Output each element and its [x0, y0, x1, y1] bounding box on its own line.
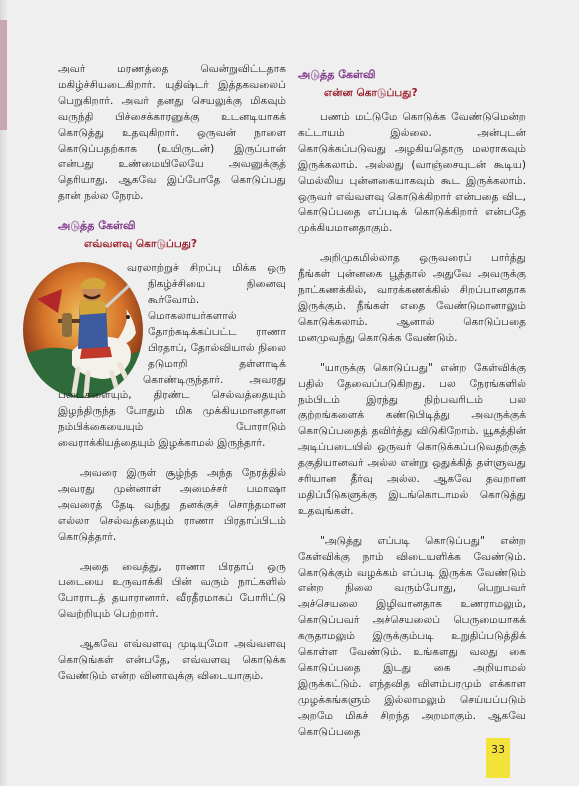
- right-paragraph-4: "அடுத்து எப்படி கொடுப்பது" என்ற கேள்விக்கு நாம் விடையளிக்க வேண்டும். கொடுக்கும் வழக்கம் எப்படி இருக்க வேண்டும் என்ற நிலை வரும்போது, பெறுபவர் அச்செயலை இழிவானதாக உணராமலும், கொடுப்பவர் அச்செயலைப் பெருமையாகக் கருதாமலும் இருக்கும்படி உறுதிப்படுத்திக் கொள்ள வேண்டும். உங்களது வலது கை கொடுப்பதை இடது கை அறியாமல் இருக்கட்டும். எந்தவித விளம்பரமும் எக்காள முழக்கங்களும் இல்லாமலும் செய்யப்படும் அறமே மிகச் சிறந்த அறமாகும். ஆகவே கொடுப்பதை: [298, 534, 526, 738]
- section-heading-what: அடுத்த கேள்வி: [298, 68, 376, 81]
- section-question-what: என்ன கொடுப்பது?: [324, 87, 418, 99]
- right-column: [298, 62, 526, 755]
- left-paragraph-4: அதை வைத்து, ராணா பிரதாப் ஒரு படையை உருவாக்கி பின் வரும் நாட்களில் போராடத் தயாரானார். வீரதீரமாகப் போரிட்டு வெற்றியும் பெற்றார்.: [58, 560, 286, 621]
- left-column: [58, 62, 286, 699]
- illustrated-paragraph: [58, 261, 286, 452]
- right-paragraph-2: அறிமுகமில்லாத ஒருவரைப் பார்த்து நீங்கள் புன்னகை பூத்தால் அதுவே அவருக்கு நாட்கணக்கில், வாரக்கணக்கில் சிறப்பானதாக இருக்கும். நீங்கள் எதை வேண்டுமானாலும் கொடுக்கலாம். ஆனால் கொடுப்பதை மனமுவந்து கொடுக்க வேண்டும்.: [298, 252, 526, 344]
- left-paragraph-3: அவரை இருள் சூழ்ந்த அந்த நேரத்தில் அவரது முன்னாள் அமைச்சர் பமாஷா அவரைத் தேடி வந்து தனக்குச் சொந்தமான எல்லா செல்வத்தையும் ராணா பிரதாப்பிடம் கொடுத்தார்.: [58, 467, 286, 543]
- right-paragraph-1: பணம் மட்டுமே கொடுக்க வேண்டுமென்ற கட்டாயம் இல்லை. அன்புடன் கொடுக்கப்படுவது அழகியதொரு மலராகவும் இருக்கலாம். அல்லது (வாஞ்சையுடன் கூடிய) மெல்லிய புன்னகையாகவும் கூட இருக்கலாம். ஒருவர் எவ்வளவு கொடுக்கிறார் என்பதை விட, கொடுப்பதை எப்படிக் கொடுக்கிறார் என்பதே முக்கியமானதாகும்.: [298, 111, 526, 235]
- page-edge: [0, 0, 8, 786]
- section-heading-how-much: அடுத்த கேள்வி: [58, 219, 136, 233]
- rana-pratap-on-horse-icon: [22, 261, 144, 399]
- right-paragraph-3: "யாருக்கு கொடுப்பது" என்ற கேள்விக்கு பதில் தேவைப்படுகிறது. பல நேரங்களில் நம்பிடம் இரந்து நிற்பவரிடம் பல குற்றங்களைக் கண்டுபிடித்து அவருக்குக் கொடுப்பதைத் தவிர்த்து விடுகிறோம். யூகத்தின் அடிப்படையில் ஒருவர் கொடுக்கப்படுவதற்குத் தகுதியானவர் அல்ல என்று ஒதுக்கித் தள்ளுவது சரியான தீர்வு அல்ல. ஆகவே தவறான மதிப்பீடுகளுக்கு இடங்கொடாமல் கொடுத்து உதவுங்கள்.: [298, 361, 526, 517]
- left-paragraph-1: அவர் மரணத்தை வென்றுவிட்டதாக மகிழ்ச்சியடைகிறார். யுதிஷ்டர் இத்தகவலைப் பெறுகிறார். அவர் தனது செயலுக்கு மிகவும் வருந்தி பிச்சைக்காரனுக்கு உடனடியாகக் கொடுத்து உதவுகிறார். ஒருவன் நாளை கொடுப்பதற்காக (உயிருடன்) இருப்பான் என்பது உண்மையிலேயே அவனுக்குத் தெரியாது. ஆகவே இப்போதே கொடுப்பது தான் நல்ல நேரம்.: [58, 63, 286, 203]
- rana-pratap-illustration: [22, 261, 144, 399]
- left-paragraph-5: ஆகவே எவ்வளவு முடியுமோ அவ்வளவு கொடுங்கள் என்பதே, எவ்வளவு கொடுக்க வேண்டும் என்ற வினாவுக்கு விடையாகும்.: [58, 638, 286, 682]
- left-paragraph-2: வரலாற்றுச் சிறப்பு மிக்க ஒரு நிகழ்ச்சியை நினைவு கூர்வோம். மொகலாயர்களால் தோற்கடிக்கப்பட்ட ராணா பிரதாப், தோல்வியால் நிலை தடுமாறி தள்ளாடிக் கொண்டிருந்தார். அவரது படைகளையும், திரண்ட செல்வத்தையும் இழந்திருந்த போதும் மிக முக்கியமானதான நம்பிக்கையையும் போராடும் வைராக்கியத்தையும் இழக்காமல் இருந்தார்.: [58, 262, 286, 450]
- section-question-how-much: எவ்வளவு கொடுப்பது?: [84, 238, 198, 251]
- page-number: 33: [486, 738, 510, 778]
